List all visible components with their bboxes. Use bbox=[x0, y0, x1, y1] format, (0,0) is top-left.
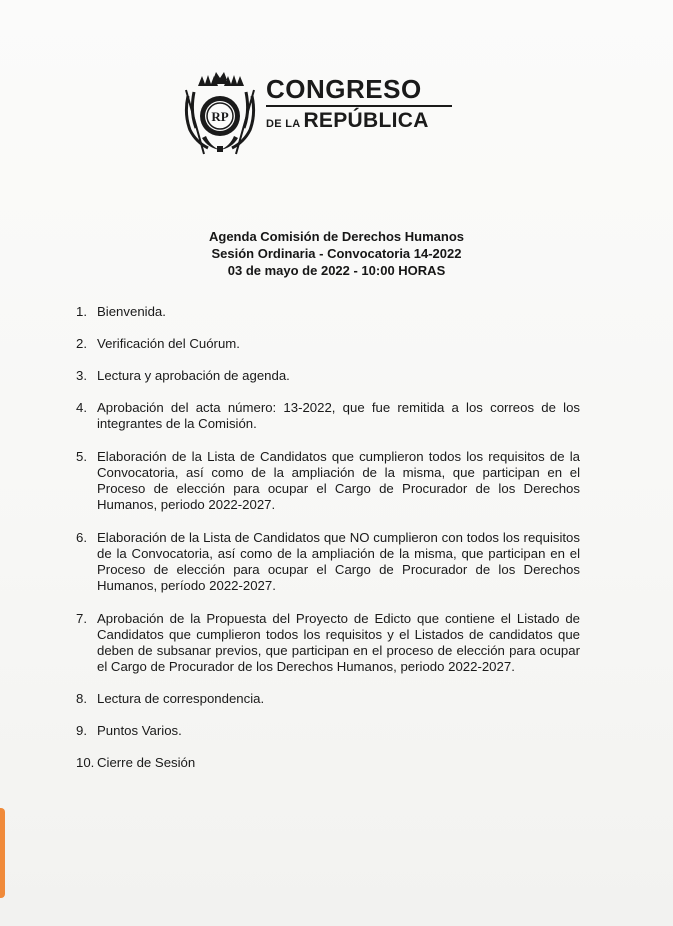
agenda-item-number: 7. bbox=[76, 611, 87, 626]
agenda-item-number: 4. bbox=[76, 400, 87, 415]
agenda-item-9 bbox=[76, 723, 580, 739]
agenda-item-10 bbox=[76, 755, 580, 771]
agenda-list bbox=[76, 304, 580, 771]
agenda-item-7 bbox=[76, 611, 580, 675]
emblem-initials: RP bbox=[211, 109, 229, 124]
spacer bbox=[76, 513, 580, 530]
page-edge-strip bbox=[0, 808, 5, 898]
heading-line-2: Sesión Ordinaria - Convocatoria 14-2022 bbox=[211, 246, 462, 261]
coat-of-arms-icon bbox=[180, 66, 260, 158]
agenda-item-number: 5. bbox=[76, 449, 87, 464]
spacer bbox=[76, 432, 580, 449]
spacer bbox=[76, 675, 580, 691]
logo-de-la-republica bbox=[266, 109, 456, 136]
agenda-item-text: Bienvenida. bbox=[97, 304, 166, 319]
spacer bbox=[76, 739, 580, 755]
agenda-item-1 bbox=[76, 304, 580, 320]
agenda-item-8 bbox=[76, 691, 580, 707]
logo-de-la: DE LA bbox=[266, 118, 304, 130]
agenda-item-2 bbox=[76, 336, 580, 352]
agenda-item-number: 8. bbox=[76, 691, 87, 706]
agenda-item-text: Aprobación del acta número: 13-2022, que fue remitida a los correos de los integrantes de la Comisión. bbox=[97, 400, 580, 431]
agenda-item-number: 2. bbox=[76, 336, 87, 351]
agenda-item-6 bbox=[76, 530, 580, 594]
agenda-item-3 bbox=[76, 368, 580, 384]
logo-republica: REPÚBLICA bbox=[303, 109, 429, 132]
agenda-item-number: 3. bbox=[76, 368, 87, 383]
agenda-item-text: Cierre de Sesión bbox=[97, 755, 196, 770]
heading-line-3: 03 de mayo de 2022 - 10:00 HORAS bbox=[227, 263, 446, 278]
agenda-item-number: 1. bbox=[76, 304, 87, 319]
agenda-item-text: Lectura y aprobación de agenda. bbox=[97, 368, 290, 383]
agenda-item-text: Elaboración de la Lista de Candidatos que NO cumplieron con todos los requisitos de la Convocatoria, así como de la ampliación de la misma, que participan en el Proceso de elección para ocupar el Cargo de Procurador de los Derechos Humanos, período 2022-2027. bbox=[97, 530, 580, 593]
agenda-item-text: Elaboración de la Lista de Candidatos que cumplieron todos los requisitos de la Convocatoria, así como de la ampliación de la misma, que participan en el Proceso de elección para ocupar el Cargo de Procurador de los Derechos Humanos, periodo 2022-2027. bbox=[97, 449, 580, 512]
spacer bbox=[76, 352, 580, 368]
spacer bbox=[76, 320, 580, 336]
logo-congreso: CONGRESO bbox=[266, 74, 422, 104]
agenda-item-4 bbox=[76, 400, 580, 432]
agenda-heading bbox=[0, 228, 673, 279]
agenda-item-5 bbox=[76, 449, 580, 513]
agenda-item-text: Verificación del Cuórum. bbox=[97, 336, 240, 351]
agenda-item-number: 10. bbox=[76, 755, 95, 770]
spacer bbox=[76, 384, 580, 400]
agenda-item-text: Lectura de correspondencia. bbox=[97, 691, 265, 706]
agenda-item-number: 6. bbox=[76, 530, 87, 545]
spacer bbox=[76, 707, 580, 723]
logo-wordmark bbox=[266, 74, 456, 136]
agenda-item-number: 9. bbox=[76, 723, 87, 738]
spacer bbox=[76, 594, 580, 611]
agenda-item-text: Aprobación de la Propuesta del Proyecto de Edicto que contiene el Listado de Candidatos que cumplieron todos los requisitos y el Listados de candidatos que deben de subsanar previos, que participan en el proceso de elección para ocupar el Cargo de Procurador de los Derechos Humanos, periodo 2022-2027. bbox=[97, 611, 580, 674]
congress-logo bbox=[180, 66, 460, 161]
logo-divider bbox=[266, 105, 452, 107]
agenda-item-text: Puntos Varios. bbox=[97, 723, 182, 738]
heading-line-1: Agenda Comisión de Derechos Humanos bbox=[209, 229, 464, 244]
